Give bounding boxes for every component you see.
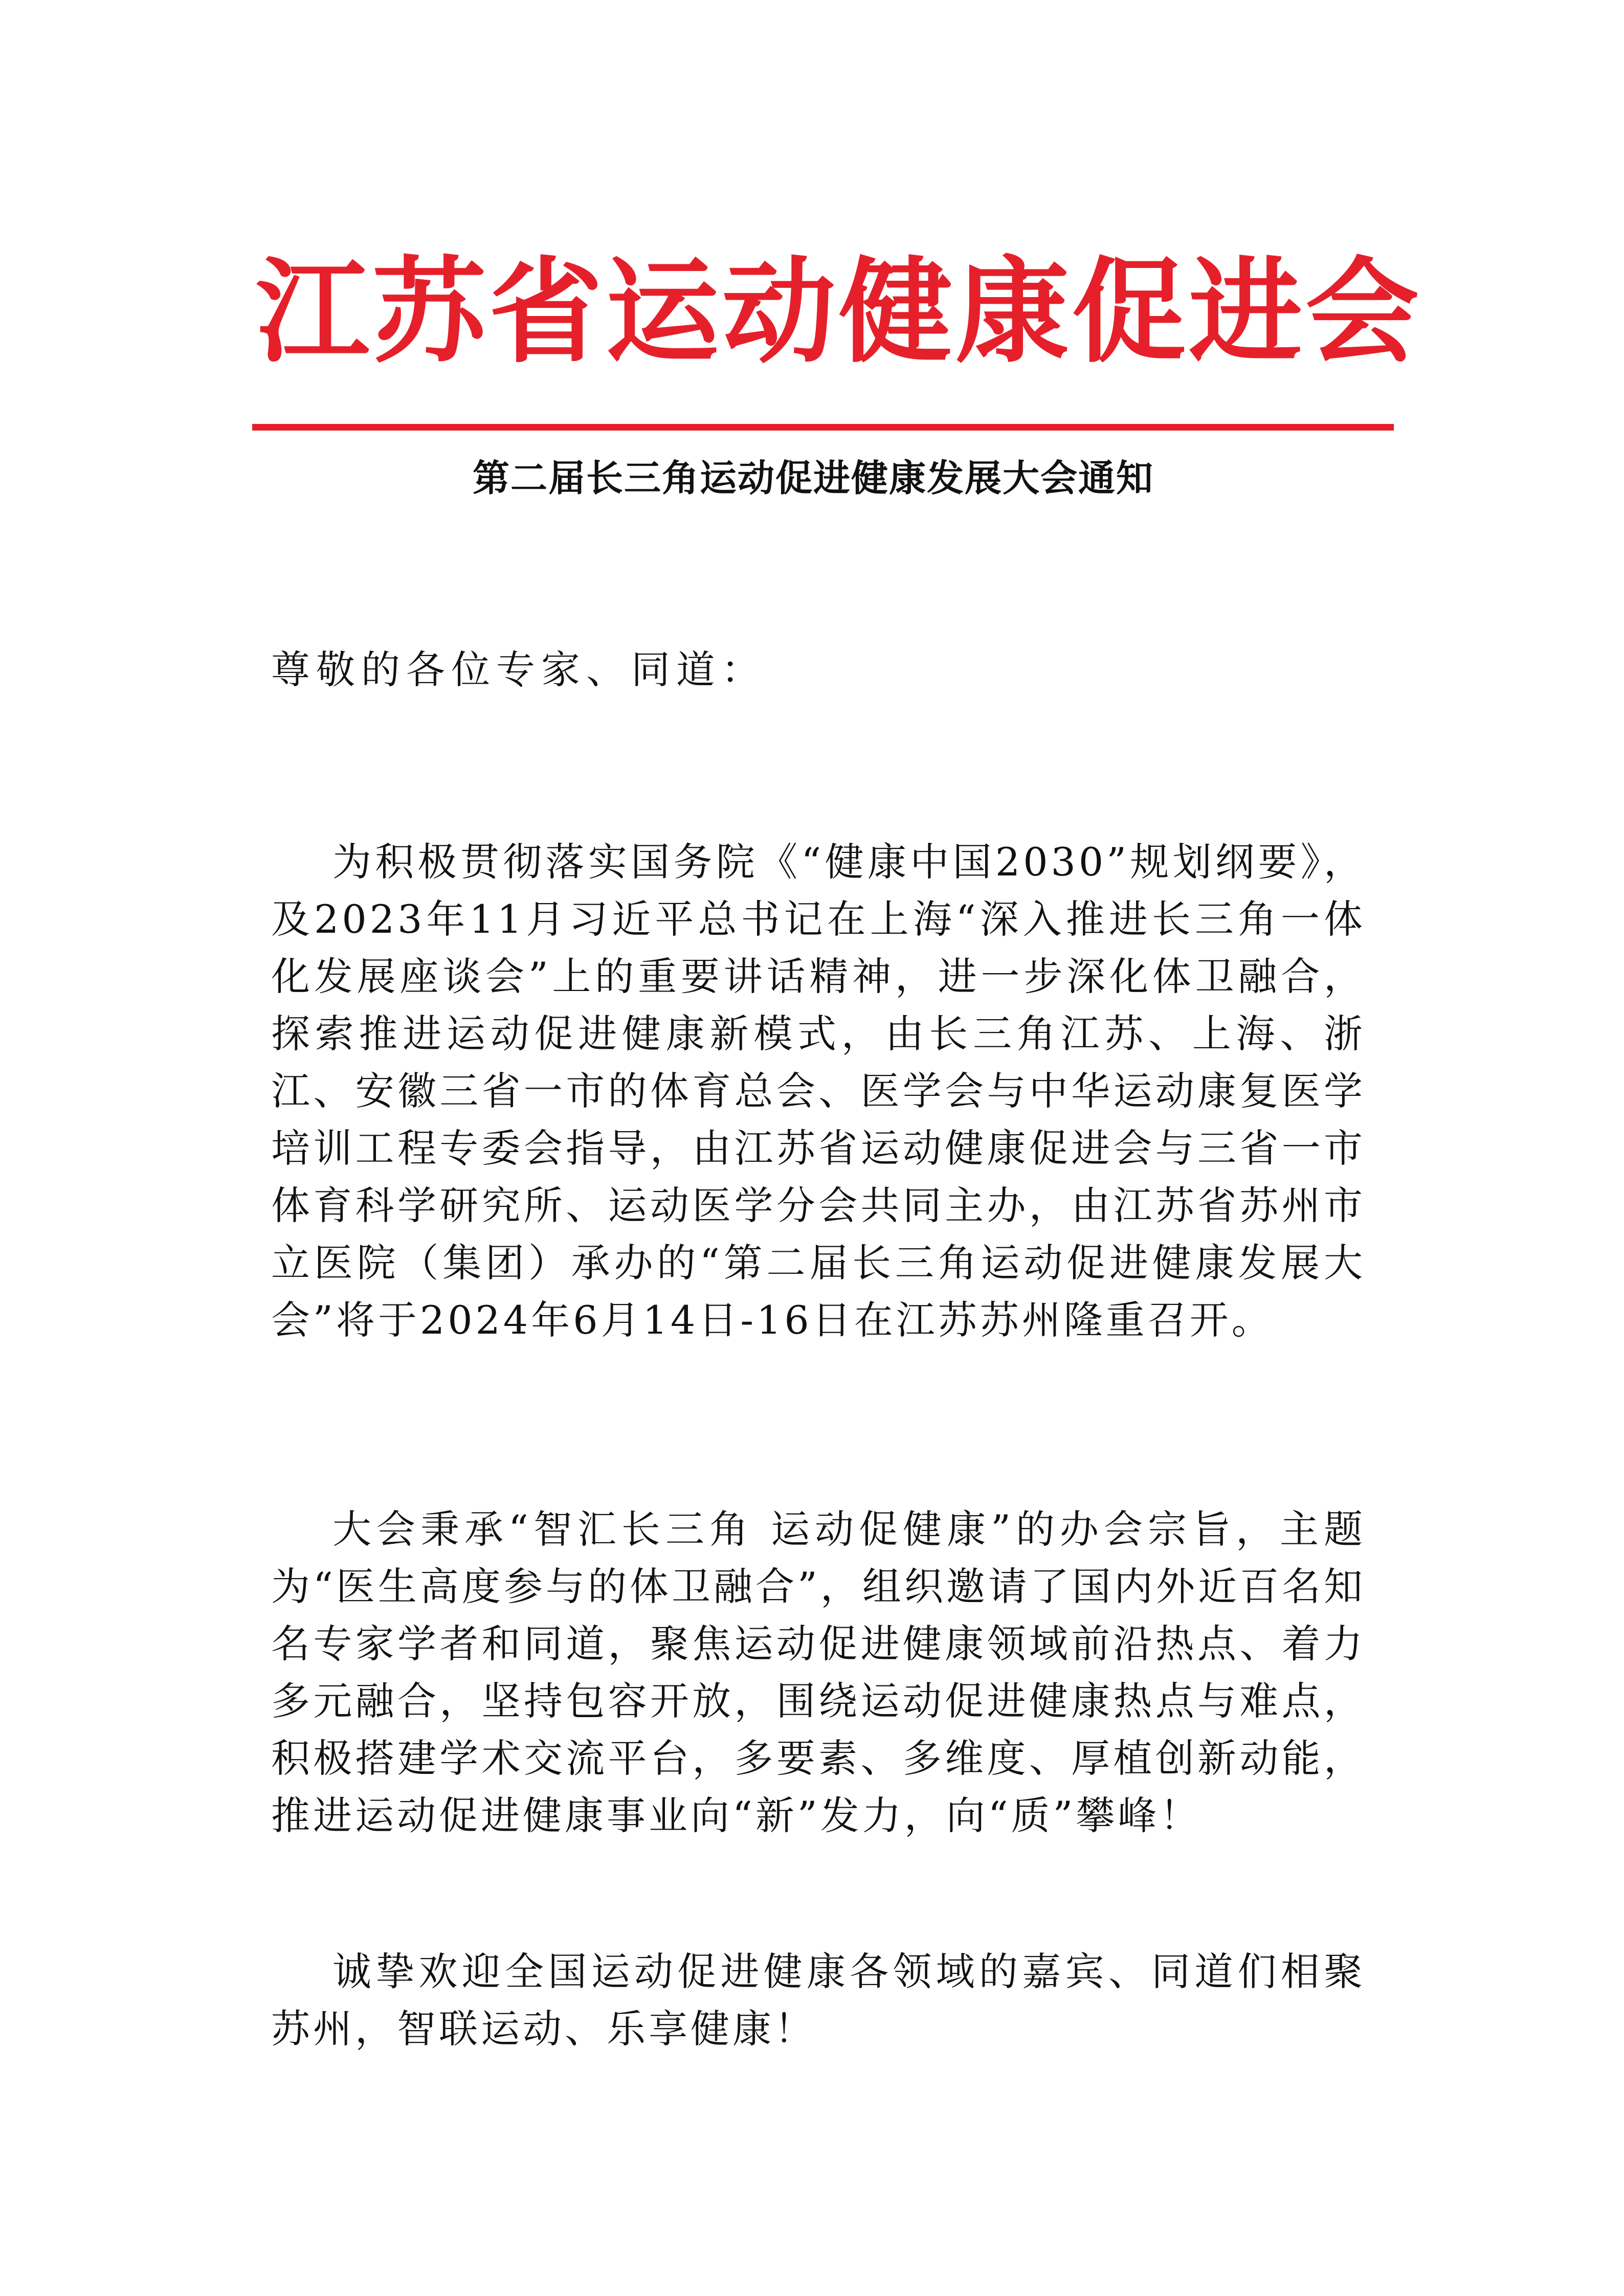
body-paragraph: 大会秉承“智汇长三角 运动促健康”的办会宗旨，主题为“医生高度参与的体卫融合”，组织邀请了国内外近百名知名专家学者和同道，聚焦运动促进健康领域前沿热点、着力多元融合，坚持包容开放，围绕运动促进健康热点与难点，积极搭建学术交流平台，多要素、多维度、厚植创新动能，推进运动促进健康事业向“新”发力，向“质”攀峰！ bbox=[271, 1506, 1366, 1838]
salutation: 尊敬的各位专家、同道： bbox=[271, 647, 766, 692]
letterhead-red-rule bbox=[252, 424, 1394, 431]
document-title: 第二届长三角运动促进健康发展大会通知 bbox=[472, 457, 1154, 500]
body-paragraph: 诚挚欢迎全国运动促进健康各领域的嘉宾、同道们相聚苏州，智联运动、乐享健康！ bbox=[271, 1949, 1366, 2052]
letterhead-org-name: 江苏省运动健康促进会 bbox=[256, 245, 1422, 378]
body-paragraph: 为积极贯彻落实国务院《“健康中国2030”规划纲要》，及2023年11月习近平总书记在上海“深入推进长三角一体化发展座谈会”上的重要讲话精神，进一步深化体卫融合，探索推进运动促进健康新模式，由长三角江苏、上海、浙江、安徽三省一市的体育总会、医学会与中华运动康复医学培训工程专委会指导，由江苏省运动健康促进会与三省一市体育科学研究所、运动医学分会共同主办，由江苏省苏州市立医院（集团）承办的“第二届长三角运动促进健康发展大会”将于2024年6月14日-16日在江苏苏州隆重召开。 bbox=[271, 839, 1366, 1343]
